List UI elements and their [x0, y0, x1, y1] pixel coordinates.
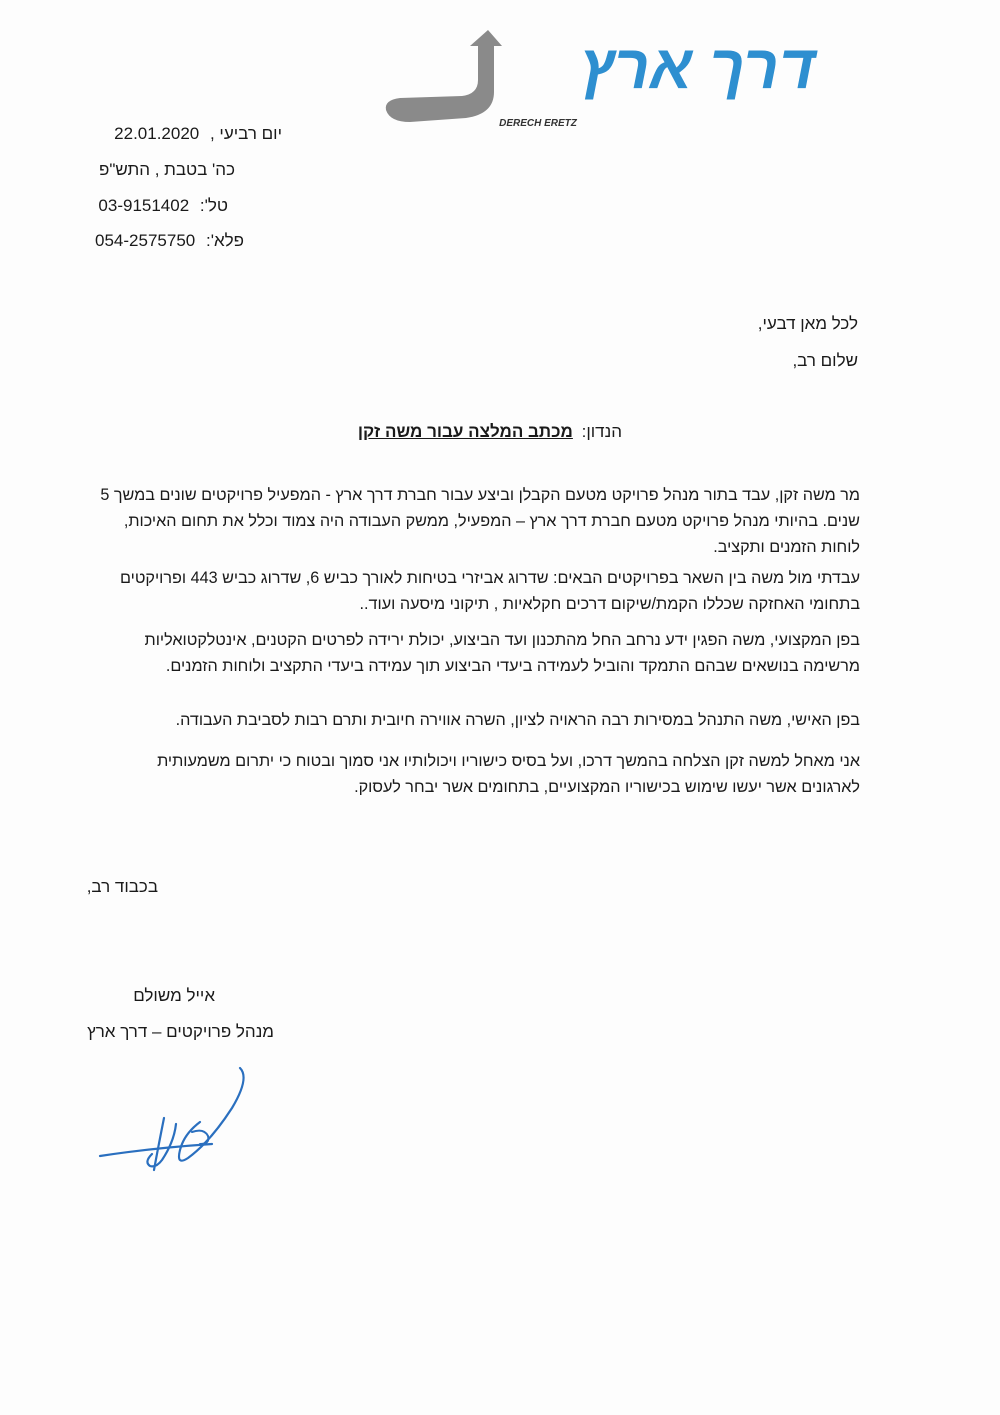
- closing-regards: בכבוד רב,: [86, 877, 158, 896]
- greeting-to: לכל מאן דבעי,: [757, 314, 858, 333]
- date-value: 22.01.2020: [114, 124, 200, 143]
- logo-english: DERECH ERETZ: [499, 118, 577, 129]
- tel-label: טל':: [199, 196, 228, 215]
- greeting-hello: שלום רב,: [792, 351, 858, 370]
- mobile-value: 054-2575750: [95, 231, 196, 250]
- mobile-line: [95, 231, 244, 251]
- hebrew-date: כה' בטבת , התש"פ: [98, 160, 235, 179]
- logo-hebrew: דרך ארץ: [580, 33, 816, 102]
- phone-line: [98, 196, 228, 216]
- date-line: [114, 124, 282, 144]
- signer-name: אייל משולם: [133, 986, 215, 1005]
- road-arrow-icon: [386, 30, 502, 122]
- signer-role: מנהל פרויקטים – דרך ארץ: [87, 1022, 274, 1041]
- handwritten-signature: [92, 1058, 252, 1178]
- paragraph-3: בפן המקצועי, משה הפגין ידע נרחב החל מהתכנון ועד הביצוע, יכולת ירידה לפרטים הקטנים, אינטלקטואליות מרשימה בנושאים שבהם התמקד והוביל לעמידה ביעדי הביצוע תוך עמידה ביעדי התקציב ולוחות הזמנים.: [144, 631, 860, 675]
- mobile-label: פלא':: [205, 231, 244, 250]
- derech-eretz-logo: [370, 22, 816, 134]
- paragraph-4: בפן האישי, משה התנהל במסירות רבה הראויה לציון, השרה אווירה חיובית ותרם רבות לסביבת העבודה.: [175, 711, 860, 729]
- subject-title: מכתב המלצה עבור משה זקן: [357, 422, 573, 441]
- paragraph-1: מר משה זקן, עבד בתור מנהל פרויקט מטעם הקבלן וביצע עבור חברת דרך ארץ - המפעיל פרויקטים שונים במשך 5 שנים. בהיותי מנהל פרויקט מטעם חברת דרך ארץ – המפעיל, ממשק העבודה היה צמוד וכלל את תחום האיכות, לוחות הזמנים ותקציב.: [100, 486, 860, 556]
- paragraph-2: עבדתי מול משה בין השאר בפרויקטים הבאים: שדרוג אביזרי בטיחות לאורך כביש 6, שדרוג כביש 443 ופרויקטים בתחומי האחזקה שכללו הקמת/שיקום דרכים חקלאיות , תיקוני מיסעה ועוד..: [119, 569, 860, 613]
- subject-line: [358, 422, 622, 442]
- tel-value: 03-9151402: [98, 196, 190, 215]
- subject-label: הנדון:: [581, 422, 622, 441]
- date-label: יום רביעי ,: [209, 124, 282, 143]
- paragraph-5: אני מאחל למשה זקן הצלחה בהמשך דרכו, ועל בסיס כישוריו ויכולותיו אני סמוך ובטוח כי יתרום משמעותית לארגונים אשר יעשו שימוש בכישוריו המקצועיים, בתחומים אשר יבחר לעסוק.: [157, 752, 860, 796]
